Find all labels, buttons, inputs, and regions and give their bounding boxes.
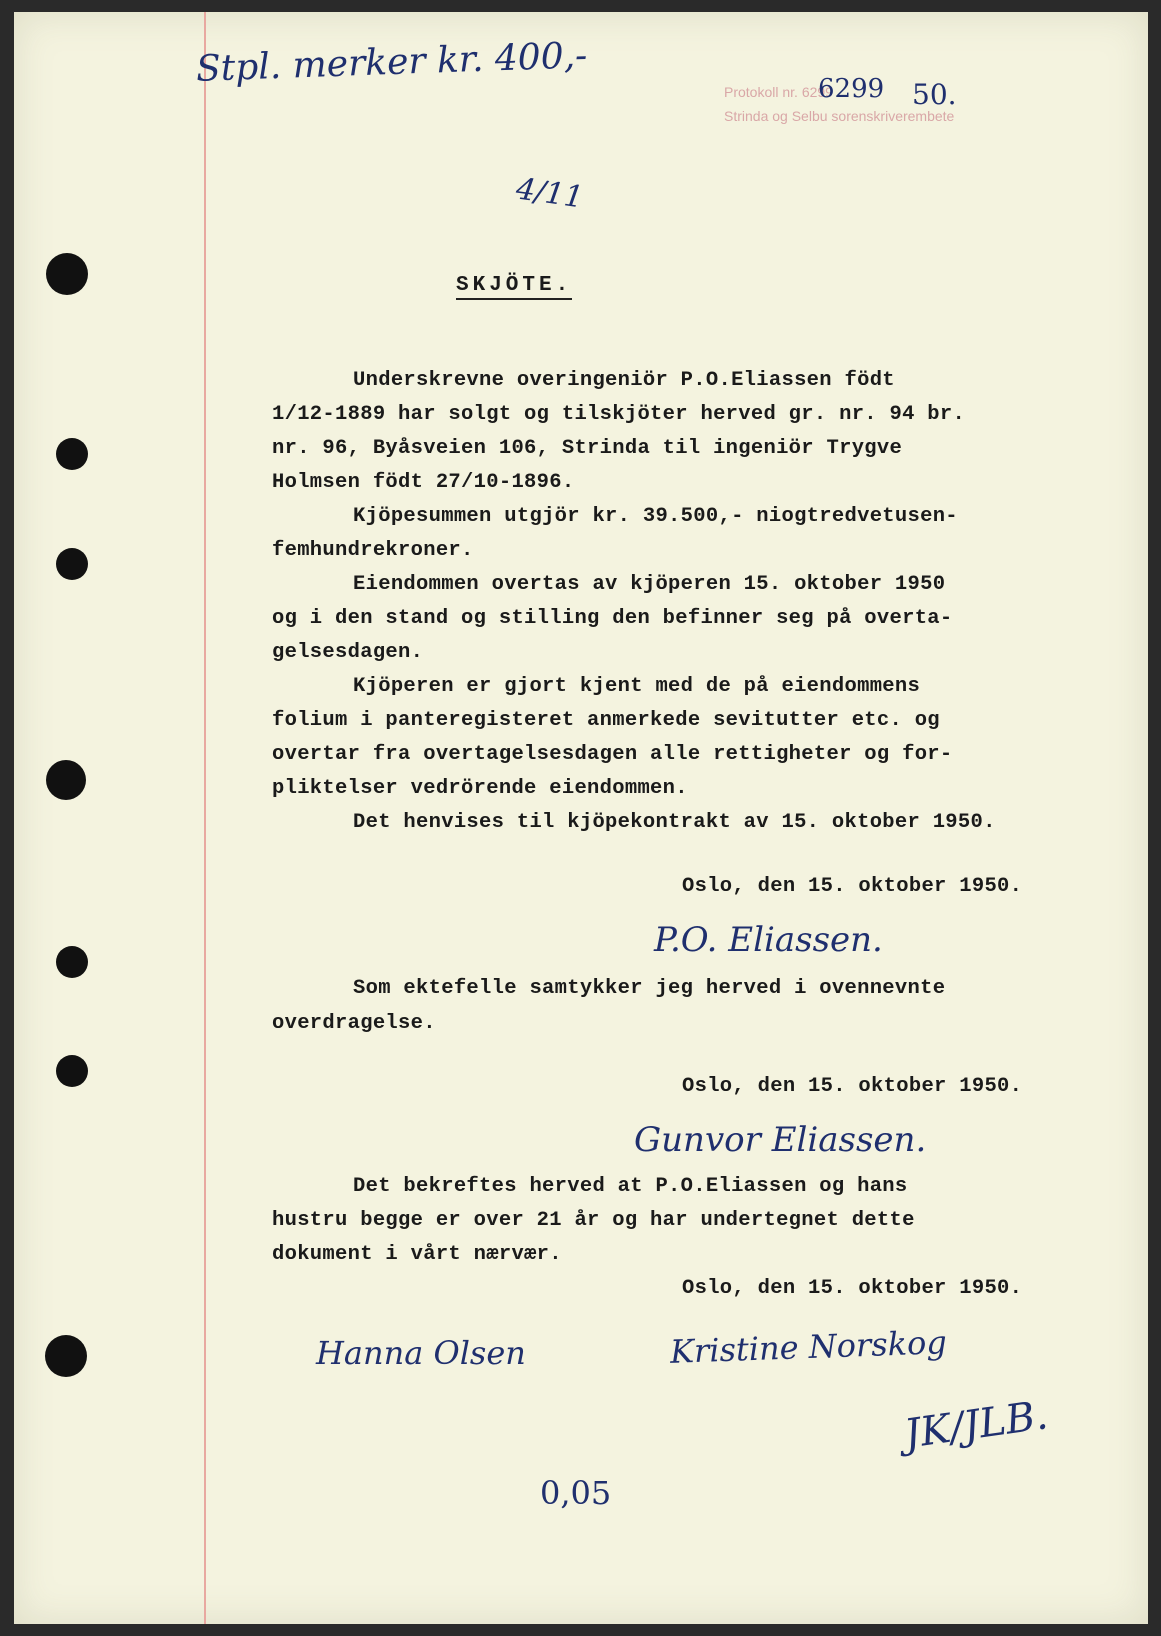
punch-hole <box>56 1055 88 1087</box>
document-page <box>14 12 1148 1624</box>
body-line: gelsesdagen. <box>272 641 424 664</box>
punch-hole <box>46 760 86 800</box>
punch-hole <box>56 548 88 580</box>
witness-line: dokument i vårt nærvær. <box>272 1243 562 1266</box>
initials: JK/JLB. <box>901 1392 1051 1458</box>
stamp-duty-note: Stpl. merker kr. 400,- <box>195 35 588 90</box>
punch-hole <box>56 438 88 470</box>
body-line: Underskrevne overingeniör P.O.Eliassen födt <box>290 369 895 392</box>
register-year: 50. <box>912 78 957 111</box>
punch-hole <box>46 253 88 295</box>
consent-line: Som ektefelle samtykker jeg herved i ovennevnte <box>290 977 946 1000</box>
body-line: Kjöpesummen utgjör kr. 39.500,- niogtredvetusen- <box>290 505 958 528</box>
body-line: folium i panteregisteret anmerkede sevitutter etc. og <box>272 709 940 732</box>
signature-seller: P.O. Eliassen. <box>654 920 883 960</box>
punch-hole <box>56 946 88 978</box>
punch-hole <box>45 1335 87 1377</box>
body-line: nr. 96, Byåsveien 106, Strinda til ingeniör Trygve <box>272 437 903 460</box>
place-date-2: Oslo, den 15. oktober 1950. <box>682 1075 1023 1098</box>
stamp-line-1: Protokoll nr. 6299 <box>724 84 833 100</box>
place-date-3: Oslo, den 15. oktober 1950. <box>682 1277 1023 1300</box>
body-line: Kjöperen er gjort kjent med de på eiendommens <box>290 675 921 698</box>
body-line: Holmsen födt 27/10-1896. <box>272 471 575 494</box>
fee-note: 0,05 <box>540 1474 612 1512</box>
body-line: 1/12-1889 har solgt og tilskjöter herved gr. nr. 94 br. <box>272 403 966 426</box>
body-line: Det henvises til kjöpekontrakt av 15. oktober 1950. <box>290 811 996 834</box>
witness-line: hustru begge er over 21 år og har undertegnet dette <box>272 1209 915 1232</box>
witness-signature-1: Hanna Olsen <box>316 1334 526 1372</box>
place-date-1: Oslo, den 15. oktober 1950. <box>682 875 1023 898</box>
signature-spouse: Gunvor Eliassen. <box>634 1120 927 1160</box>
body-line: femhundrekroner. <box>272 539 474 562</box>
body-line: pliktelser vedrörende eiendommen. <box>272 777 688 800</box>
date-mark: 4/11 <box>513 171 586 216</box>
register-number: 6299 <box>818 74 885 104</box>
document-title: SKJÖTE. <box>456 274 572 300</box>
body-line: overtar fra overtagelsesdagen alle rettigheter og for- <box>272 743 953 766</box>
consent-line: overdragelse. <box>272 1012 436 1035</box>
witness-line: Det bekreftes herved at P.O.Eliassen og hans <box>290 1175 908 1198</box>
stamp-line-2: Strinda og Selbu sorenskriverembete <box>724 108 955 124</box>
witness-signature-2: Kristine Norskog <box>669 1323 948 1371</box>
body-line: Eiendommen overtas av kjöperen 15. oktober 1950 <box>290 573 946 596</box>
margin-line <box>204 12 206 1624</box>
body-line: og i den stand og stilling den befinner seg på overta- <box>272 607 953 630</box>
